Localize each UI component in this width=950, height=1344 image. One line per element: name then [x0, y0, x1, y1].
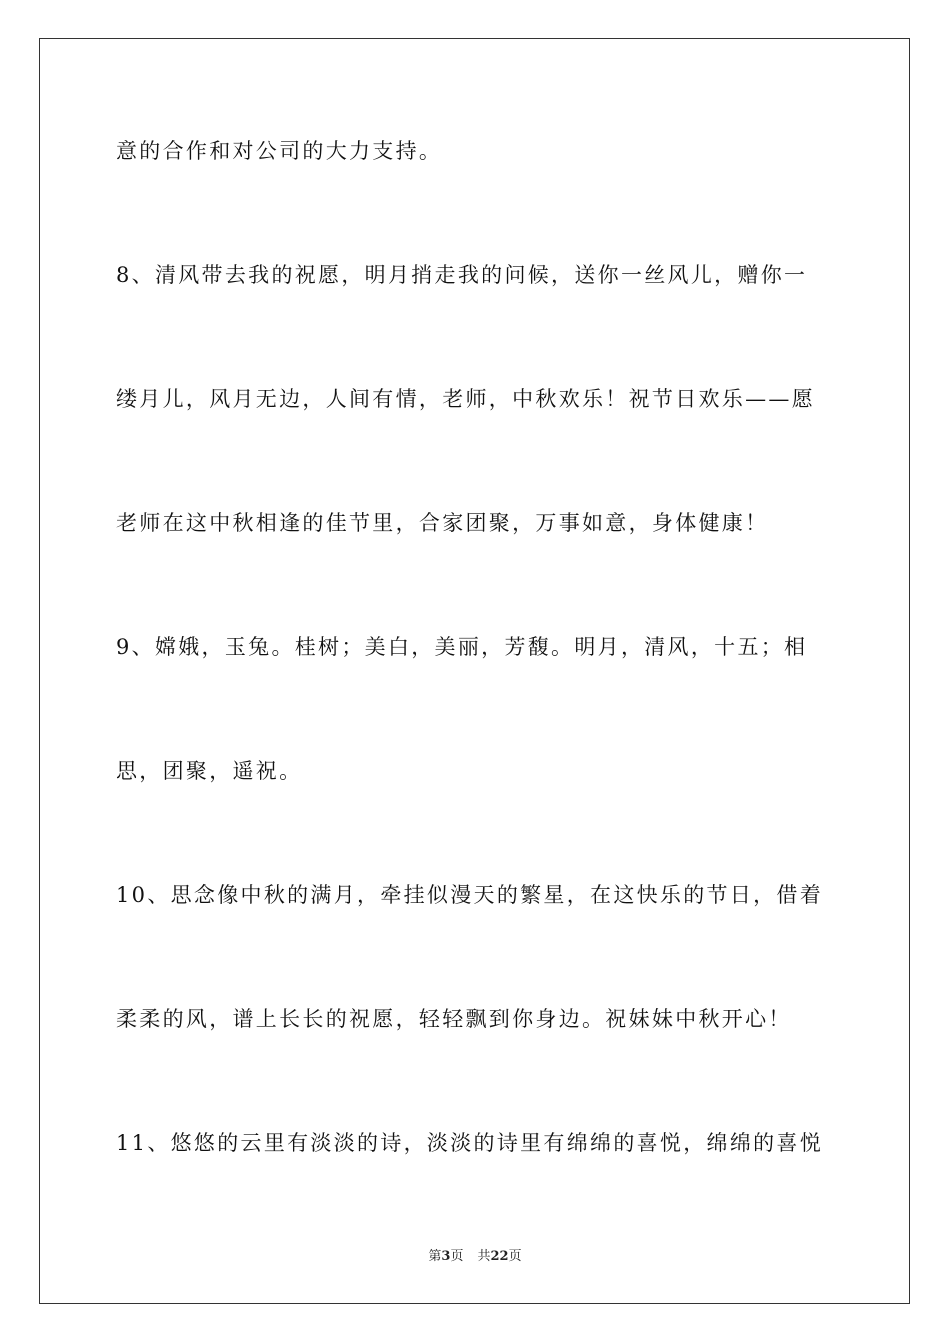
- page-frame: [39, 38, 910, 1304]
- text-line-7: 10、思念像中秋的满月，牵挂似漫天的繁星，在这快乐的节日，借着: [116, 883, 824, 907]
- total-prefix: 共: [477, 1249, 491, 1264]
- page-prefix: 第: [428, 1249, 442, 1264]
- text-line-6: 思，团聚，遥祝。: [116, 759, 303, 783]
- text-line-5: 9、嫦娥，玉兔。桂树；美白，美丽，芳馥。明月，清风，十五；相: [116, 635, 808, 659]
- text-line-1: 意的合作和对公司的大力支持。: [116, 139, 443, 163]
- text-line-3: 缕月儿，风月无边，人间有情，老师，中秋欢乐！祝节日欢乐——愿: [116, 387, 815, 411]
- text-line-9: 11、悠悠的云里有淡淡的诗，淡淡的诗里有绵绵的喜悦，绵绵的喜悦: [116, 1131, 824, 1155]
- page-suffix: 页: [450, 1249, 464, 1264]
- total-suffix: 页: [508, 1249, 522, 1264]
- page-footer: [0, 1245, 950, 1264]
- text-line-2: 8、清风带去我的祝愿，明月捎走我的问候，送你一丝风儿，赠你一: [116, 263, 808, 287]
- page-number: 3: [441, 1249, 451, 1264]
- total-pages: 22: [490, 1249, 509, 1264]
- text-line-8: 柔柔的风，谱上长长的祝愿，轻轻飘到你身边。祝妹妹中秋开心！: [116, 1007, 792, 1031]
- text-line-4: 老师在这中秋相逢的佳节里，合家团聚，万事如意，身体健康！: [116, 511, 769, 535]
